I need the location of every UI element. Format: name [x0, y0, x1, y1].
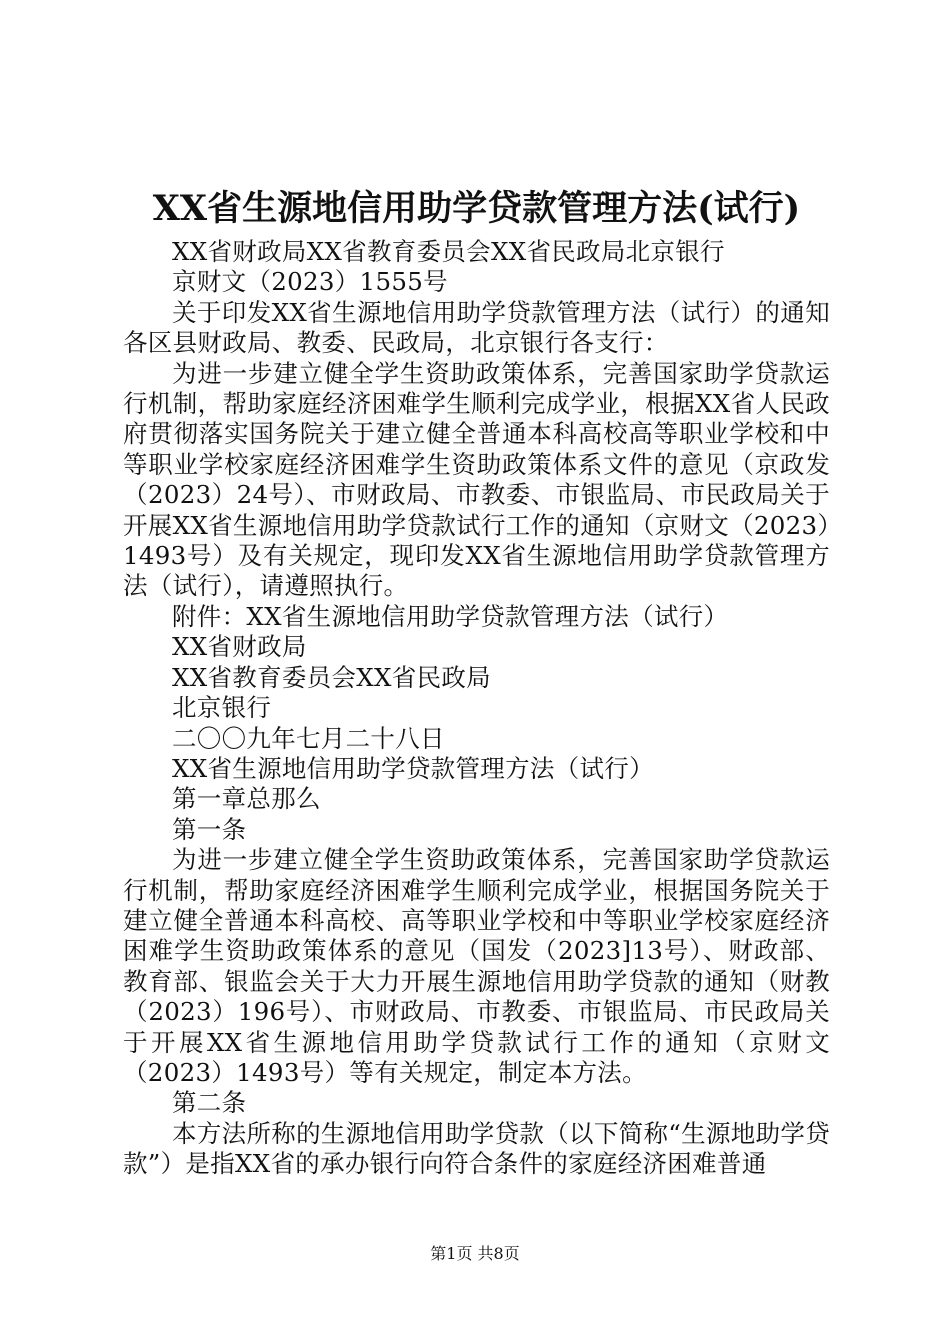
attachment-line: 附件：XX省生源地信用助学贷款管理方法（试行）	[172, 601, 729, 631]
article-2-body: 本方法所称的生源地信用助学贷款（以下简称“生源地助学贷款”）是指XX省的承办银行向符合条件的家庭经济困难普通	[123, 1118, 830, 1179]
notice-heading: 关于印发XX省生源地信用助学贷款管理方法（试行）的通知各区县财政局、教委、民政局，北京银行各支行：	[123, 297, 830, 358]
page-footer: 第1页 共8页	[430, 1244, 520, 1263]
attachment-title: XX省生源地信用助学贷款管理方法（试行）	[172, 753, 654, 783]
document-body	[123, 237, 830, 1180]
article-1-heading: 第一条	[172, 814, 247, 844]
article-1-body: 为进一步建立健全学生资助政策体系，完善国家助学贷款运行机制，帮助家庭经济困难学生顺利完成学业，根据国务院关于建立健全普通本科高校、高等职业学校和中等职业学校家庭经济困难学生资助政策体系的意见（国发（2023]13号）、财政部、教育部、银监会关于大力开展生源地信用助学贷款的通知（财教（2023）196号）、市财政局、市教委、市银监局、市民政局关于开展XX省生源地信用助学贷款试行工作的通知（京财文（2023）1493号）等有关规定，制定本方法。	[123, 845, 830, 1087]
signatory-finance: XX省财政局	[172, 632, 307, 662]
issuers-line: XX省财政局XX省教育委员会XX省民政局北京银行	[172, 237, 725, 266]
document-title: XX省生源地信用助学贷款管理方法(试行)	[152, 188, 801, 229]
article-2-heading: 第二条	[172, 1088, 247, 1118]
issue-date: 二〇〇九年七月二十八日	[172, 723, 445, 753]
notice-body: 为进一步建立健全学生资助政策体系，完善国家助学贷款运行机制，帮助家庭经济困难学生顺利完成学业，根据XX省人民政府贯彻落实国务院关于建立健全普通本科高校高等职业学校和中等职业学校家庭经济困难学生资助政策体系文件的意见（京政发（2023）24号）、市财政局、市教委、市银监局、市民政局关于开展XX省生源地信用助学贷款试行工作的通知（京财文（2023）1493号）及有关规定，现印发XX省生源地信用助学贷款管理方法（试行），请遵照执行。	[123, 358, 830, 601]
signatory-bank: 北京银行	[172, 693, 272, 723]
chapter-heading: 第一章总那么	[172, 784, 321, 814]
document-number: 京财文（2023）1555号	[172, 267, 448, 297]
signatory-education-civil: XX省教育委员会XX省民政局	[172, 662, 491, 692]
